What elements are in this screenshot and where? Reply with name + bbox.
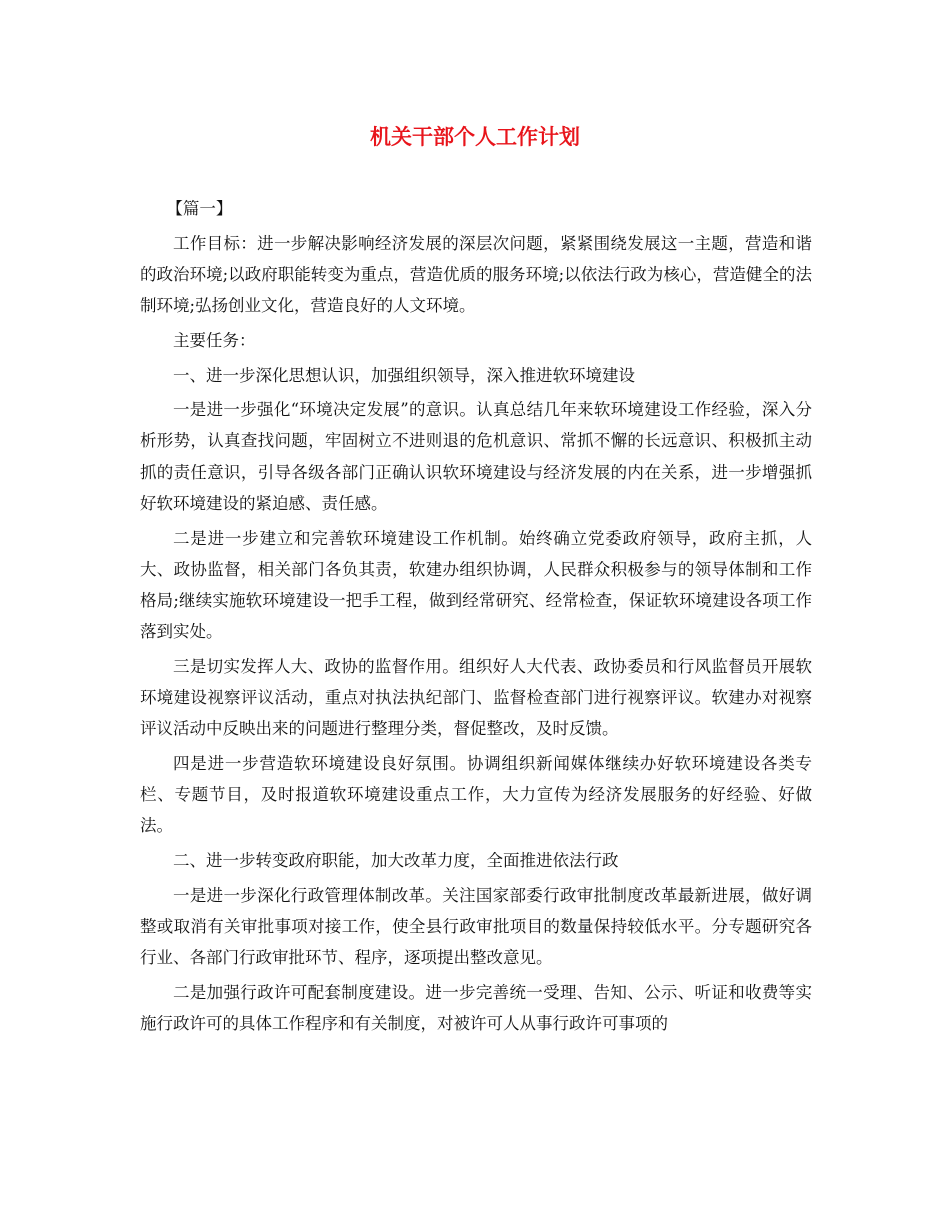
paragraph: 二是进一步建立和完善软环境建设工作机制。始终确立党委政府领导，政府主抓，人大、政协监督，相关部门各负其责，软建办组织协调，人民群众积极参与的领导体制和工作格局;继续实施软环境建设一把手工程，做到经常研究、经常检查，保证软环境建设各项工作落到实处。 xyxy=(140,528,812,642)
paragraph: 三是切实发挥人大、政协的监督作用。组织好人大代表、政协委员和行风监督员开展软环境建设视察评议活动，重点对执法执纪部门、监督检查部门进行视察评议。软建办对视察评议活动中反映出来的问题进行整理分类，督促整改，及时反馈。 xyxy=(140,656,812,739)
heading-section-two: 二、进一步转变政府职能，加大改革力度，全面推进依法行政 xyxy=(173,851,619,871)
paragraph: 二是加强行政许可配套制度建设。进一步完善统一受理、告知、公示、听证和收费等实施行政许可的具体工作程序和有关制度，对被许可人从事行政许可事项的 xyxy=(140,982,812,1034)
heading-section-one: 一、进一步深化思想认识，加强组织领导，深入推进软环境建设 xyxy=(173,365,635,385)
paragraph: 一是进一步强化“环境决定发展”的意识。认真总结几年来软环境建设工作经验，深入分析形势，认真查找问题，牢固树立不进则退的危机意识、常抓不懈的长远意识、积极抓主动抓的责任意识，引导各级各部门正确认识软环境建设与经济发展的内在关系，进一步增强抓好软环境建设的紧迫感、责任感。 xyxy=(140,400,812,513)
paragraph: 四是进一步营造软环境建设良好氛围。协调组织新闻媒体继续办好软环境建设各类专栏、专题节目，及时报道软环境建设重点工作，大力宣传为经济发展服务的好经验、好做法。 xyxy=(140,753,812,836)
paragraph-work-goal: 工作目标：进一步解决影响经济发展的深层次问题，紧紧围绕发展这一主题，营造和谐的政治环境;以政府职能转变为重点，营造优质的服务环境;以依法行政为核心，营造健全的法制环境;弘扬创业文化，营造良好的人文环境。 xyxy=(140,233,812,316)
document-body xyxy=(140,193,812,1043)
paragraph-main-tasks: 主要任务： xyxy=(173,330,256,350)
document-title: 机关干部个人工作计划 xyxy=(370,125,580,149)
section-label: 【篇一】 xyxy=(166,199,233,218)
paragraph: 一是进一步深化行政管理体制改革。关注国家部委行政审批制度改革最新进展，做好调整或取消有关审批事项对接工作，使全县行政审批项目的数量保持较低水平。分专题研究各行业、各部门行政审批环节、程序，逐项提出整改意见。 xyxy=(140,885,812,968)
